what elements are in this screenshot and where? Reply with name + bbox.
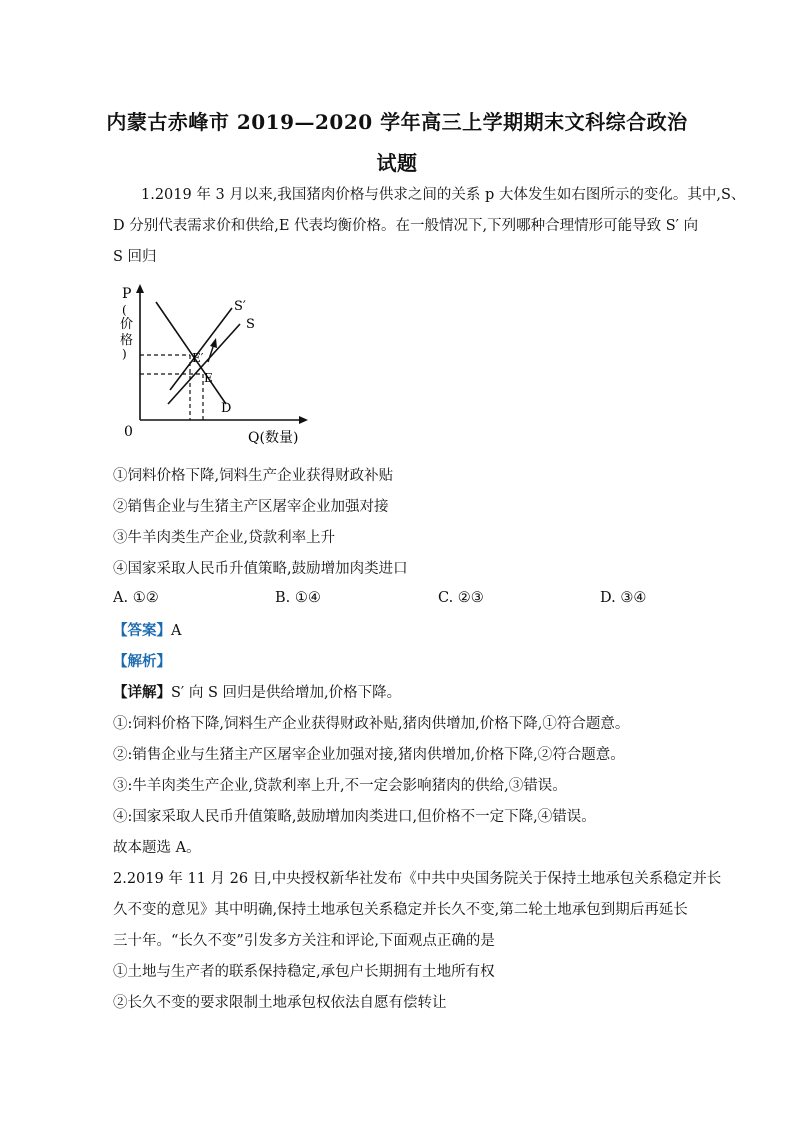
answer-tag: 【答案】 — [113, 622, 171, 639]
q1-detail-line-4: ③:牛羊肉类生产企业,贷款利率上升,不一定会影响猪肉的供给,③错误。 — [113, 778, 567, 794]
supply-curve-s-prime — [170, 308, 232, 390]
q1-stem-line-3: S 回归 — [113, 249, 157, 265]
q1-statement-4: ④国家采取人民币升值策略,鼓励增加肉类进口 — [113, 561, 408, 577]
q1-analysis-tag-line — [113, 652, 693, 672]
q1-statement-2: ②销售企业与生猪主产区屠宰企业加强对接 — [113, 499, 389, 515]
analysis-tag: 【解析】 — [113, 653, 171, 670]
q1-detail-line-2: ①:饲料价格下降,饲料生产企业获得财政补贴,猪肉供增加,价格下降,①符合题意。 — [113, 716, 630, 732]
q2-stem-line-3: 三十年。“长久不变”引发多方关注和评论,下面观点正确的是 — [113, 933, 495, 949]
x-axis-arrow-icon — [299, 416, 308, 424]
s-label: S — [246, 317, 255, 332]
q2-stem-line-1: 2.2019 年 11 月 26 日,中央授权新华社发布《中共中央国务院关于保持土地承包关系稳定并长 — [113, 871, 722, 887]
q1-statement-3: ③牛羊肉类生产企业,贷款利率上升 — [113, 530, 336, 546]
q2-statement-1: ①土地与生产者的联系保持稳定,承包户长期拥有土地所有权 — [113, 964, 495, 980]
q1-answer-line — [113, 621, 693, 641]
y-axis-sub-2: 价 — [120, 317, 134, 332]
q2-stem-line-2: 久不变的意见》其中明确,保持土地承包关系稳定并长久不变,第二轮土地承包到期后再延长 — [113, 902, 688, 918]
y-axis-sub-3: 格 — [120, 333, 134, 348]
y-axis-arrow-icon — [136, 284, 144, 293]
detail-tag: 【详解】 — [113, 684, 171, 701]
exam-title-continued: 试题 — [376, 151, 418, 175]
e-label: E — [204, 371, 213, 385]
q1-stem-line-1: 1.2019 年 3 月以来,我国猪肉价格与供求之间的关系 p 大体发生如右图所示的变化。其中,S、 — [141, 187, 746, 203]
q1-statement-1: ①饲料价格下降,饲料生产企业获得财政补贴 — [113, 468, 394, 484]
q1-option-d: D. ③④ — [600, 590, 647, 606]
q1-detail-line-5: ④:国家采取人民币升值策略,鼓励增加肉类进口,但价格不一定下降,④错误。 — [113, 809, 596, 825]
x-axis-label: Q(数量) — [248, 430, 299, 446]
d-label: D — [221, 401, 232, 416]
q1-detail-line-1 — [113, 683, 693, 703]
shift-arrow-head-icon — [210, 338, 217, 348]
y-axis-sub-1: ( — [122, 303, 127, 317]
q1-option-a: A. ①② — [113, 590, 159, 606]
q1-detail-line-6: 故本题选 A。 — [113, 840, 201, 856]
exam-title: 内蒙古赤峰市 2019—2020 学年高三上学期期末文科综合政治 — [106, 110, 688, 134]
origin-label: 0 — [124, 424, 133, 440]
answer-value: A — [171, 623, 182, 639]
q1-stem-line-2: D 分别代表需求价和供给,E 代表均衡价格。在一般情况下,下列哪种合理情形可能导致 S′ 向 — [113, 218, 699, 234]
y-axis-sub-4: ) — [122, 347, 127, 361]
q1-option-b: B. ①④ — [275, 590, 321, 606]
q2-statement-2: ②长久不变的要求限制土地承包权依法自愿有偿转让 — [113, 995, 447, 1011]
y-axis-label: P — [122, 286, 132, 302]
detail-text-1: S′ 向 S 回归是供给增加,价格下降。 — [171, 685, 402, 701]
q1-option-c: C. ②③ — [438, 590, 484, 606]
q1-detail-line-3: ②:销售企业与生猪主产区屠宰企业加强对接,猪肉供增加,价格下降,②符合题意。 — [113, 747, 625, 763]
demand-curve — [156, 302, 226, 404]
supply-demand-figure — [108, 282, 318, 448]
e-prime-label: E′ — [192, 351, 204, 365]
s-prime-label: S′ — [234, 299, 246, 314]
